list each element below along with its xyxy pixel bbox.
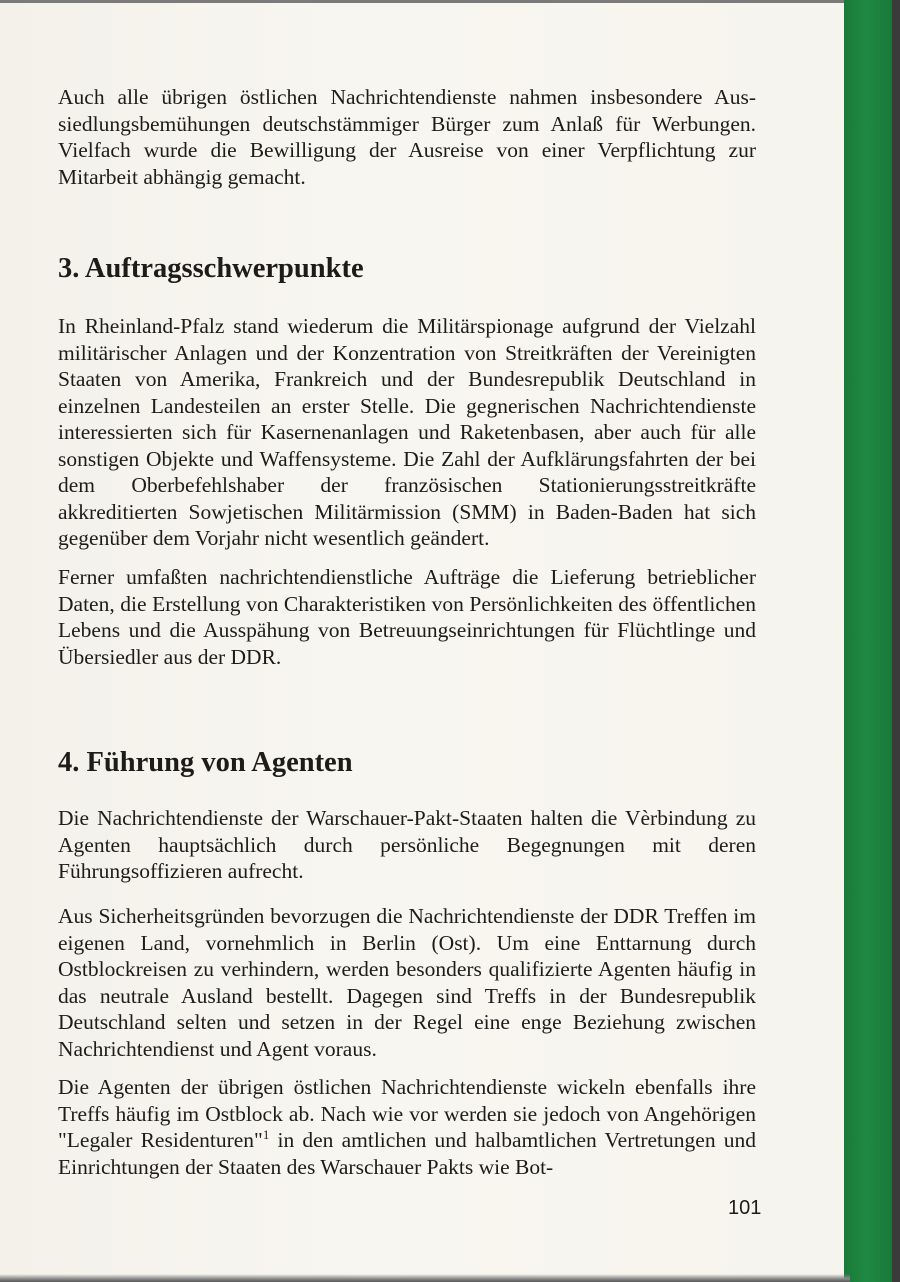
paragraph-militaerspionage: In Rheinland-Pfalz stand wiederum die Militärspionage aufgrund der Vielzahl militärischer Anlagen und der Konzentration von Streitkräften der Vereinigten Staaten von Amerika, Frankreich und der Bundesrepublik Deutschland in einzelnen Landesteilen an erster Stelle. Die gegnerischen Nachrichtendienste interessierten sich für Kasernenanlagen und Raketenbasen, aber auch für alle sonstigen Objekte und Waffensysteme. Die Zahl der Aufklärungsfahrten der bei dem Oberbefehlshaber der französischen Stationierungsstreitkräfte akkreditierten Sowjetischen Militärmission (SMM) in Baden-Baden hat sich gegenüber dem Vorjahr nicht wesentlich geändert.	[58, 314, 756, 550]
paragraph-begegnungen: Die Nachrichtendienste der Warschauer-Pakt-Staaten halten die Vèrbindung zu Agenten hauptsächlich durch persönliche Begegnungen mit deren Führungsoffizieren aufrecht.	[58, 806, 756, 883]
paragraph-legale-residenturen	[58, 1074, 756, 1180]
paragraph-sicherheitsgruende: Aus Sicherheitsgründen bevorzugen die Nachrichtendienste der DDR Treffen im eigenen Land, vornehmlich in Berlin (Ost). Um eine Enttarnung durch Ostblockreisen zu verhindern, werden besonders qualifizierte Agenten häufig in das neutrale Ausland bestellt. Dagegen sind Treffs in der Bundesrepublik Deutschland selten und setzen in der Regel eine enge Beziehung zwischen Nachrichtendienst und Agent voraus.	[58, 904, 756, 1061]
bottom-page-edge	[0, 1274, 850, 1282]
page-number: 101	[728, 1197, 762, 1219]
paragraph-text-part: in den amtlichen und halbamtlichen Vertretungen und Einrichtungen der Staaten des Warschauer Pakts wie Bot-	[58, 1128, 756, 1179]
paragraph-text-part: Die Agenten der übrigen östlichen Nachrichtendienste wickeln ebenfalls ihre Treffs häufig im Ostblock ab. Nach wie vor werden sie jedoch von Angehörigen "Legaler Residenturen"	[58, 1075, 756, 1152]
footnote-marker: 1	[262, 1126, 270, 1142]
paragraph-aussiedlung: Auch alle übrigen östlichen Nachrichtendienste nahmen insbesondere Aussiedlungsbemühungen deutschstämmiger Bürger zum Anlaß für Werbungen. Vielfach wurde die Bewilligung der Ausreise von einer Verpflichtung zur Mitarbeit abhängig gemacht.	[58, 85, 756, 189]
paragraph-auftraege: Ferner umfaßten nachrichtendienstliche Aufträge die Lieferung betrieblicher Daten, die Erstellung von Charakteristiken von Persönlichkeiten des öffentlichen Lebens und die Ausspähung von Betreuungseinrichtungen für Flüchtlinge und Übersiedler aus der DDR.	[58, 565, 756, 669]
top-page-edge	[0, 0, 850, 3]
section-heading-auftragsschwerpunkte: 3. Auftragsschwerpunkte	[58, 253, 364, 284]
book-spine-edge	[892, 0, 900, 1282]
section-heading-fuehrung-von-agenten: 4. Führung von Agenten	[58, 747, 353, 778]
